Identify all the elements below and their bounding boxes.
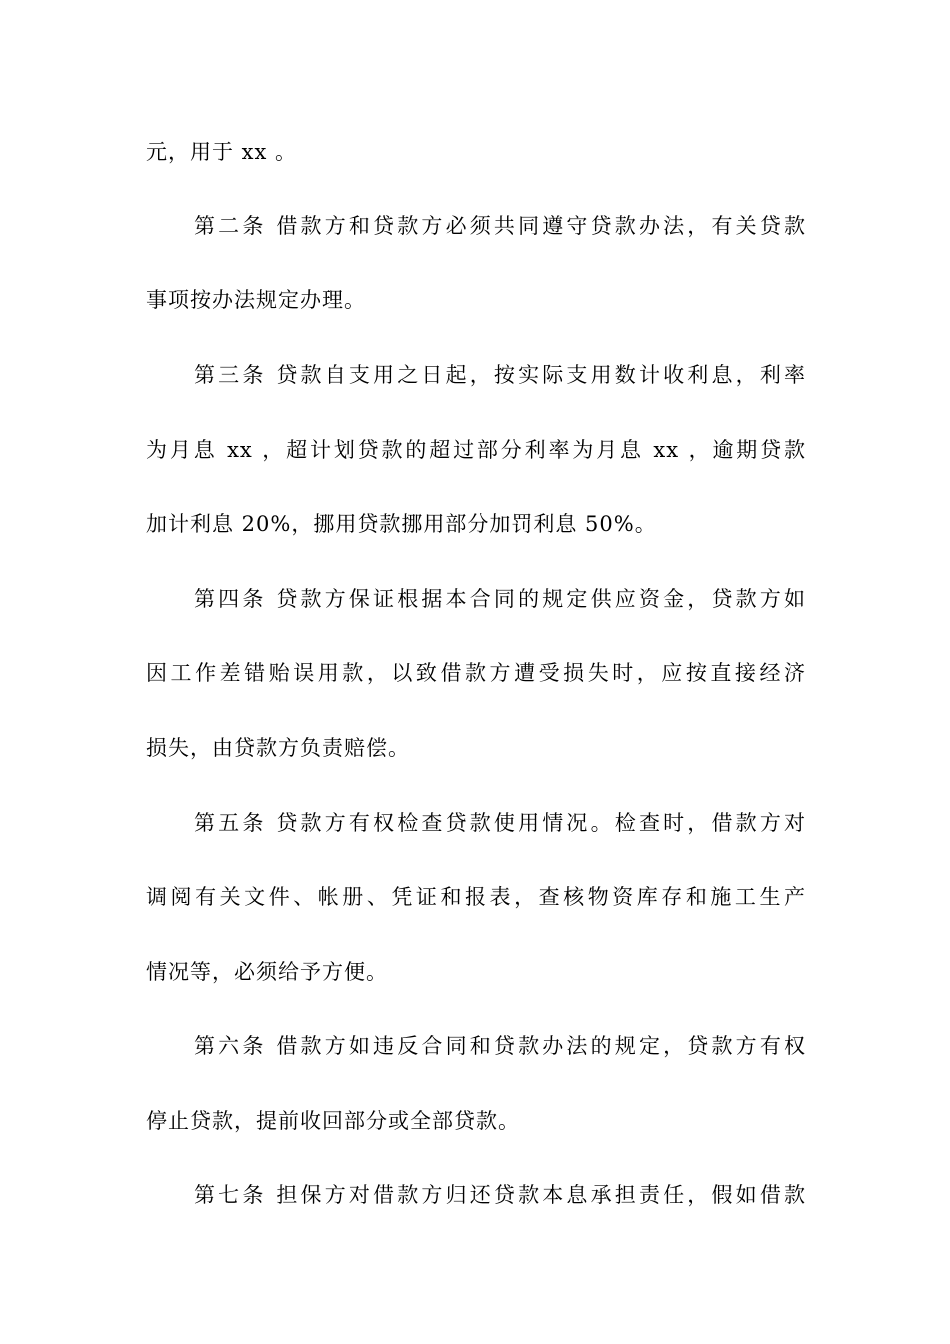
article-7-line-1: 第七条 担保方对借款方归还贷款本息承担责任，假如借款 [194,1183,806,1207]
article-3-line-2: 为月息 xx ，超计划贷款的超过部分利率为月息 xx ，逾期贷款 [146,438,806,462]
paragraph-line: 元，用于 xx 。 [146,140,298,164]
article-6-line-1: 第六条 借款方如违反合同和贷款办法的规定，贷款方有权 [194,1034,806,1058]
article-3-line-1: 第三条 贷款自支用之日起，按实际支用数计收利息，利率 [194,363,806,387]
article-4-line-3: 损失，由贷款方负责赔偿。 [146,736,410,760]
article-2-line-1: 第二条 借款方和贷款方必须共同遵守贷款办法，有关贷款 [194,214,806,238]
article-5-line-1: 第五条 贷款方有权检查贷款使用情况。检查时，借款方对 [194,811,806,835]
article-2-line-2: 事项按办法规定办理。 [146,288,366,312]
article-5-line-2: 调阅有关文件、帐册、凭证和报表，查核物资库存和施工生产 [146,885,806,909]
article-4-line-1: 第四条 贷款方保证根据本合同的规定供应资金，贷款方如 [194,587,806,611]
article-5-line-3: 情况等，必须给予方便。 [146,960,388,984]
article-6-line-2: 停止贷款，提前收回部分或全部贷款。 [146,1109,520,1133]
article-3-line-3: 加计利息 20%，挪用贷款挪用部分加罚利息 50%。 [146,512,657,536]
article-4-line-2: 因工作差错贻误用款，以致借款方遭受损失时，应按直接经济 [146,661,806,685]
